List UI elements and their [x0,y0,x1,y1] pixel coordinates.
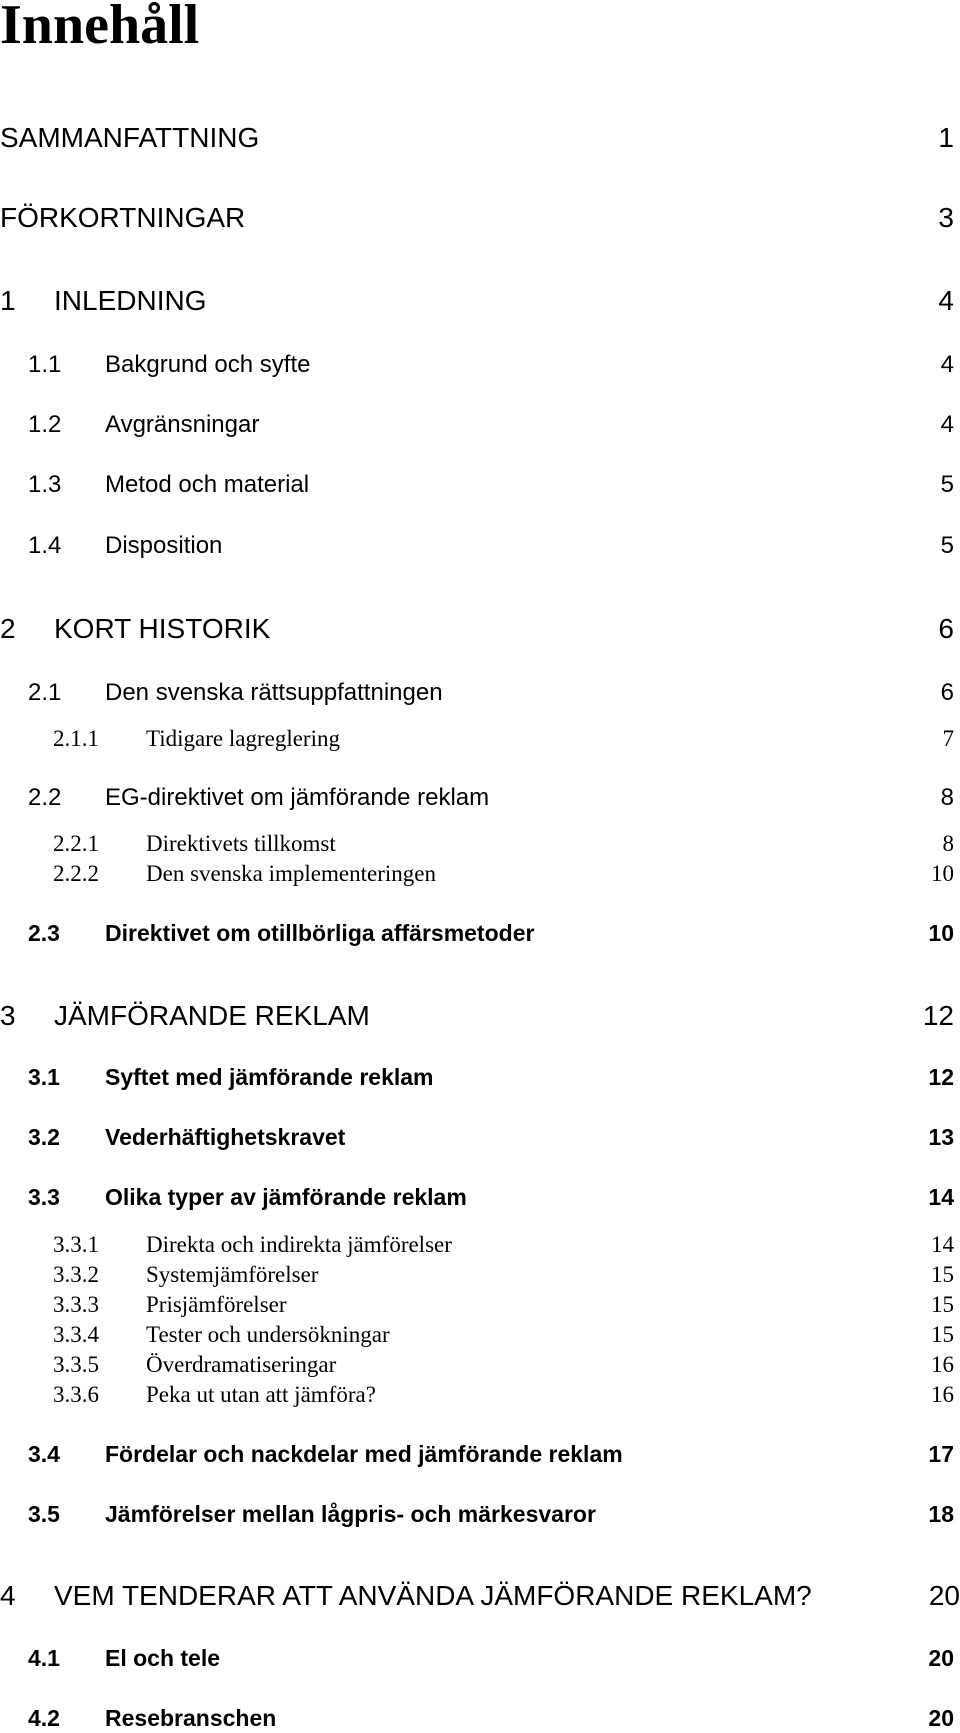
toc-entry-2-2-2[interactable] [0,860,960,888]
toc-entry-page: 4 [940,351,954,378]
toc-entry-page: 15 [931,1292,954,1317]
toc-entry-number: 2.3 [28,920,60,946]
toc-entry-number: 2 [0,613,16,644]
toc-entry-page: 14 [931,1232,954,1257]
toc-entry-number: 3.3.1 [53,1232,99,1257]
toc-entry-1-3[interactable] [0,470,960,500]
toc-entry-3-3-1[interactable] [0,1231,960,1259]
toc-entry-text: Vederhäftighetskravet [105,1124,346,1150]
toc-entry-3-2[interactable] [0,1122,960,1152]
toc-entry-text: Resebranschen [105,1705,277,1731]
toc-entry-sammanfattning[interactable] [0,120,960,156]
toc-entry-text: Tester och undersökningar [146,1322,390,1347]
toc-entry-number: 3.4 [28,1441,60,1467]
toc-entry-number: 2.1 [28,679,62,706]
toc-entry-text: FÖRKORTNINGAR [0,202,246,233]
toc-entry-page: 5 [940,532,954,559]
toc-entry-page: 6 [938,613,954,644]
toc-entry-3-3-3[interactable] [0,1291,960,1319]
toc-entry-2[interactable] [0,611,960,647]
toc-entry-number: 2.1.1 [53,726,99,751]
toc-entry-3-3-4[interactable] [0,1321,960,1349]
toc-entry-page: 12 [928,1064,954,1090]
toc-entry-number: 2.2.1 [53,831,99,856]
toc-entry-page: 10 [931,861,954,886]
toc-entry-page: 6 [940,679,954,706]
toc-entry-text: Direktivet om otillbörliga affärsmetoder [105,920,535,946]
toc-entry-number: 3.1 [28,1064,60,1090]
toc-entry-page: 15 [931,1262,954,1287]
toc-entry-number: 3.3.6 [53,1382,99,1407]
toc-entry-page: 16 [931,1352,954,1377]
toc-entry-text: Direkta och indirekta jämförelser [146,1232,452,1257]
toc-entry-text: Olika typer av jämförande reklam [105,1184,467,1210]
toc-entry-page: 18 [928,1501,954,1527]
toc-entry-2-3[interactable] [0,918,960,948]
toc-entry-text: EG-direktivet om jämförande reklam [105,784,490,811]
toc-entry-text: Peka ut utan att jämföra? [146,1382,376,1407]
toc-entry-number: 3.5 [28,1501,60,1527]
toc-entry-page: 20 [928,1580,960,1611]
toc-entry-page: 8 [942,831,954,856]
toc-entry-1[interactable] [0,283,960,319]
toc-entry-3-3-6[interactable] [0,1381,960,1409]
toc-entry-text: INLEDNING [54,285,207,316]
toc-entry-text: SAMMANFATTNING [0,122,260,153]
toc-entry-text: Fördelar och nackdelar med jämförande reklam [105,1441,623,1467]
toc-entry-3-1[interactable] [0,1062,960,1092]
toc-entry-text: Jämförelser mellan lågpris- och märkesvaror [105,1501,596,1527]
toc-entry-text: Disposition [105,532,223,559]
toc-entry-text: Överdramatiseringar [146,1352,337,1377]
toc-entry-number: 2.2.2 [53,861,99,886]
toc-entry-number: 4 [0,1580,16,1611]
toc-entry-number: 3.3 [28,1184,60,1210]
toc-entry-number: 1 [0,285,16,316]
toc-entry-text: Bakgrund och syfte [105,351,311,378]
toc-entry-number: 3.3.5 [53,1352,99,1377]
toc-entry-page: 8 [940,784,954,811]
toc-entry-forkortningar[interactable] [0,200,960,236]
toc-entry-number: 4.1 [28,1645,60,1671]
toc-entry-page: 12 [922,1000,954,1031]
toc-entry-text: Den svenska rättsuppfattningen [105,679,443,706]
toc-entry-1-2[interactable] [0,410,960,440]
toc-entry-4-1[interactable] [0,1643,960,1673]
toc-entry-4-2[interactable] [0,1703,960,1733]
toc-entry-2-1[interactable] [0,678,960,708]
toc-entry-number: 3.3.4 [53,1322,99,1347]
toc-entry-text: Syftet med jämförande reklam [105,1064,434,1090]
toc-entry-number: 3.2 [28,1124,60,1150]
toc-entry-number: 1.1 [28,351,62,378]
toc-entry-page: 20 [928,1705,954,1731]
toc-entry-number: 1.2 [28,411,62,438]
toc-entry-page: 7 [942,726,954,751]
toc-entry-text: El och tele [105,1645,221,1671]
toc-entry-page: 20 [928,1645,954,1671]
toc-entry-2-2[interactable] [0,783,960,813]
toc-entry-text: KORT HISTORIK [54,613,271,644]
toc-entry-page: 5 [940,471,954,498]
toc-entry-page: 4 [938,285,954,316]
toc-entry-page: 3 [938,202,954,233]
toc-entry-text: Den svenska implementeringen [146,861,436,886]
toc-entry-number: 2.2 [28,784,62,811]
toc-entry-2-1-1[interactable] [0,725,960,753]
toc-entry-text: VEM TENDERAR ATT ANVÄNDA JÄMFÖRANDE REKLAM? [54,1580,812,1611]
toc-entry-text: JÄMFÖRANDE REKLAM [54,1000,370,1031]
toc-entry-text: Metod och material [105,471,310,498]
toc-entry-3-3-2[interactable] [0,1261,960,1289]
toc-entry-number: 3.3.2 [53,1262,99,1287]
toc-entry-page: 4 [940,411,954,438]
toc-entry-1-4[interactable] [0,531,960,561]
toc-entry-1-1[interactable] [0,350,960,380]
toc-entry-page: 10 [928,920,954,946]
page-title: Innehåll [0,0,200,56]
toc-entry-text: Direktivets tillkomst [146,831,336,856]
toc-entry-3[interactable] [0,998,960,1034]
toc-entry-page: 13 [928,1124,954,1150]
toc-entry-number: 3.3.3 [53,1292,99,1317]
toc-entry-number: 1.3 [28,471,62,498]
toc-entry-number: 4.2 [28,1705,60,1731]
toc-entry-page: 17 [928,1441,954,1467]
toc-entry-page: 15 [931,1322,954,1347]
toc-entry-number: 3 [0,1000,16,1031]
toc-entry-4[interactable] [0,1578,960,1614]
toc-entry-2-2-1[interactable] [0,830,960,858]
toc-entry-text: Tidigare lagreglering [146,726,340,751]
toc-entry-3-3[interactable] [0,1182,960,1212]
toc-entry-3-3-5[interactable] [0,1351,960,1379]
toc-entry-text: Avgränsningar [105,411,260,438]
toc-entry-3-4[interactable] [0,1439,960,1469]
toc-entry-3-5[interactable] [0,1499,960,1529]
toc-entry-page: 14 [928,1184,954,1210]
toc-entry-page: 1 [938,122,954,153]
toc-entry-page: 16 [931,1382,954,1407]
toc-entry-text: Systemjämförelser [146,1262,319,1287]
toc-entry-number: 1.4 [28,532,62,559]
toc-entry-text: Prisjämförelser [146,1292,287,1317]
